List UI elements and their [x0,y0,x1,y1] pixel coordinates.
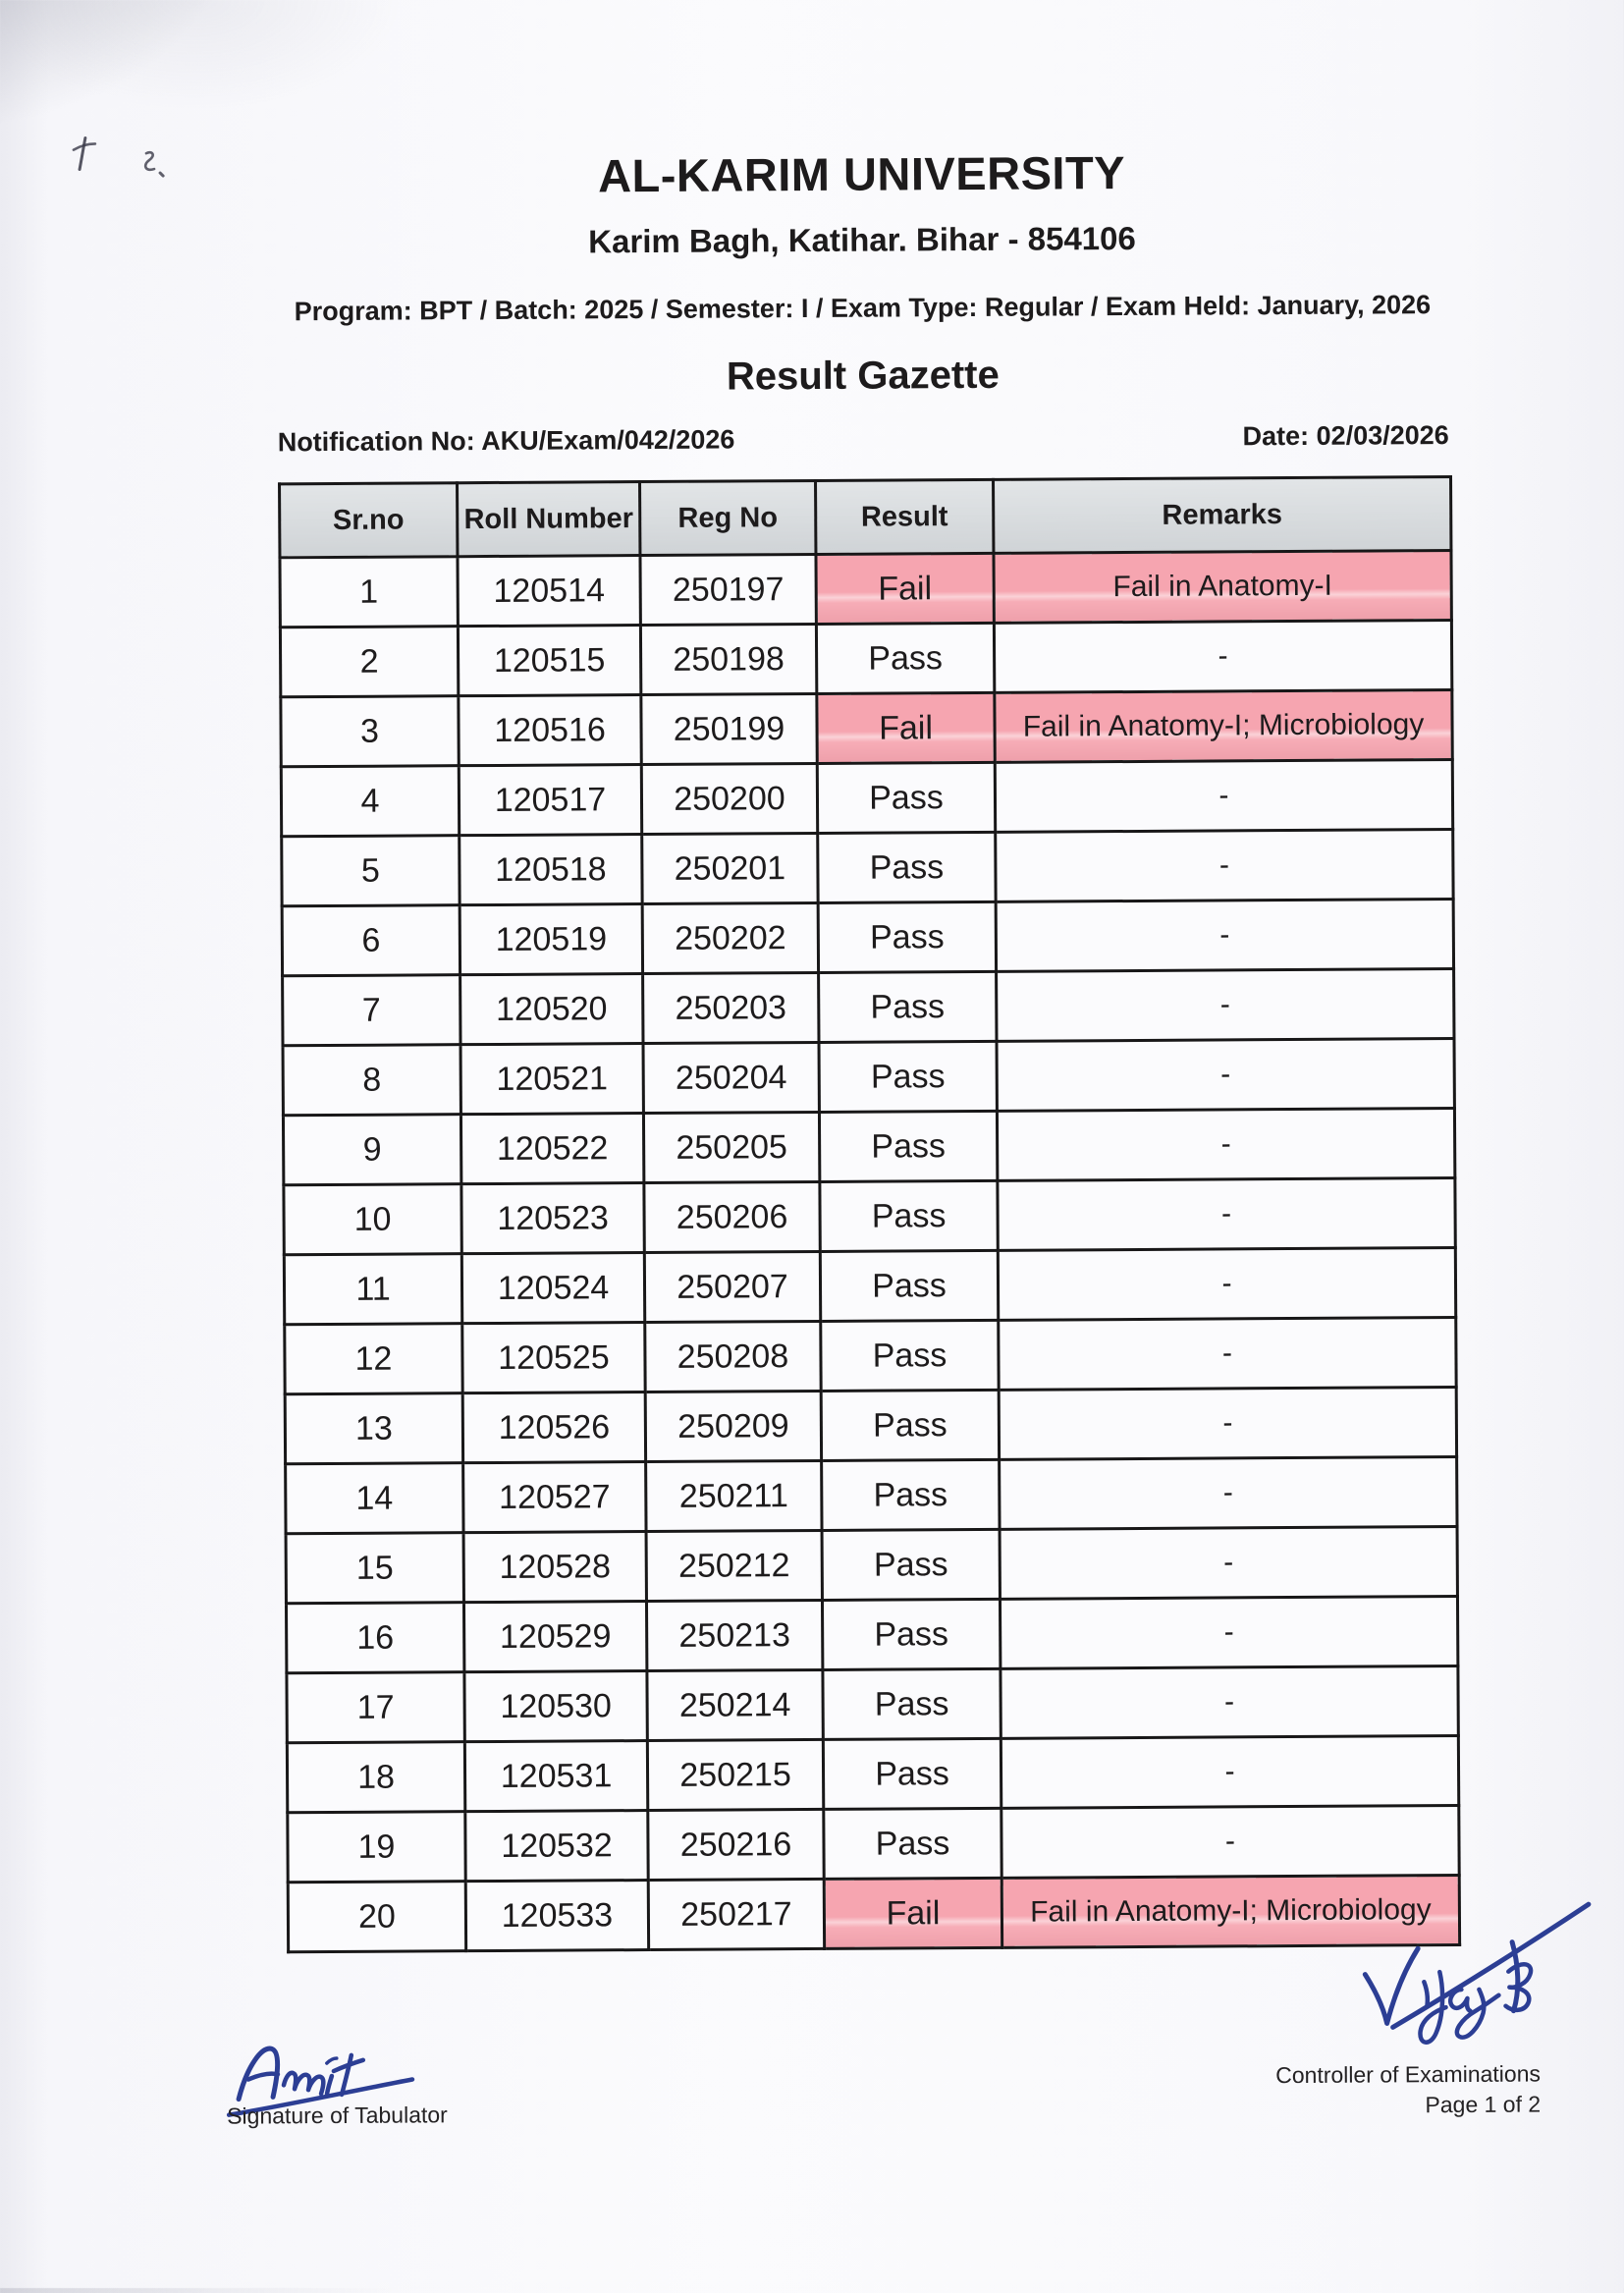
cell-reg-no: 250213 [646,1600,822,1670]
cell-remarks: - [1001,1665,1458,1738]
cell-srno: 13 [285,1393,462,1464]
cell-reg-no: 250217 [648,1879,824,1949]
cell-reg-no: 250212 [646,1530,822,1601]
cell-reg-no: 250202 [642,902,818,973]
header-srno: Sr.no [280,483,458,558]
program-info-line: Program: BPT / Batch: 2025 / Semester: I / Exam Type: Regular / Exam Held: January, 2026 [294,290,1432,327]
cell-srno: 17 [287,1672,464,1743]
cell-reg-no: 250203 [643,972,819,1043]
page-number-label: Page 1 of 2 [1425,2091,1542,2118]
cell-result: Pass [822,1529,1000,1600]
cell-roll-number: 120515 [458,626,640,696]
cell-reg-no: 250216 [648,1809,824,1880]
result-table [278,475,1461,1953]
cell-result: Fail [817,692,995,763]
cell-result: Fail [816,553,994,624]
cell-remarks: Fail in Anatomy-I; Microbiology [1001,1875,1459,1947]
cell-result: Pass [821,1320,999,1391]
cell-reg-no: 250206 [644,1181,820,1252]
table-row [281,760,1452,837]
cell-srno: 10 [284,1184,461,1255]
table-row [283,1109,1454,1185]
cell-reg-no: 250214 [647,1669,823,1740]
cell-roll-number: 120522 [460,1114,643,1184]
table-row [281,690,1452,767]
page-title: Result Gazette [726,353,1000,399]
cell-reg-no: 250201 [642,833,818,903]
cell-result: Pass [823,1738,1001,1809]
controller-signature-vijay [1331,1898,1597,2072]
table-row [282,900,1453,976]
cell-roll-number: 120518 [460,835,642,905]
cell-result: Pass [820,1250,998,1321]
cell-roll-number: 120529 [463,1602,646,1672]
cell-srno: 2 [280,627,458,697]
table-row [288,1805,1459,1882]
cell-result: Pass [816,623,994,693]
table-row [283,969,1454,1046]
meta-row [278,420,1449,458]
table-row [282,830,1453,906]
cell-roll-number: 120527 [463,1462,646,1533]
cell-reg-no: 250198 [640,624,816,694]
cell-remarks: - [997,1109,1454,1181]
cell-srno: 6 [282,905,460,976]
cell-srno: 1 [280,557,458,628]
cell-srno: 7 [283,975,460,1046]
cell-remarks: - [997,969,1454,1042]
cell-reg-no: 250199 [641,693,817,764]
cell-result: Pass [819,1111,997,1181]
table-row [287,1665,1458,1742]
cell-remarks: - [996,900,1453,972]
cell-reg-no: 250197 [640,554,816,625]
cell-srno: 9 [283,1115,460,1185]
cell-srno: 11 [284,1254,461,1325]
cell-srno: 12 [285,1324,462,1394]
table-row [286,1526,1457,1603]
cell-roll-number: 120520 [460,974,643,1045]
cell-remarks: - [1001,1805,1459,1878]
cell-reg-no: 250209 [645,1391,821,1461]
table-row [287,1735,1458,1812]
cell-srno: 14 [286,1463,463,1534]
cell-reg-no: 250207 [644,1251,820,1322]
table-row [284,1178,1455,1255]
cell-roll-number: 120533 [465,1881,648,1951]
cell-reg-no: 250208 [645,1321,821,1392]
cell-roll-number: 120532 [465,1811,648,1882]
cell-remarks: - [998,1248,1455,1321]
cell-remarks: - [1000,1456,1457,1529]
university-address: Karim Bagh, Katihar. Bihar - 854106 [588,219,1136,260]
cell-srno: 4 [281,766,459,837]
cell-roll-number: 120525 [462,1323,645,1393]
cell-remarks: - [999,1387,1456,1459]
cell-srno: 5 [282,836,460,906]
table-row [280,551,1451,628]
cell-remarks: Fail in Anatomy-I [994,551,1451,624]
cell-result: Pass [818,832,996,902]
cell-reg-no: 250211 [646,1460,822,1531]
table-row [286,1596,1457,1672]
cell-result: Pass [821,1390,999,1460]
cell-srno: 15 [286,1533,463,1604]
cell-roll-number: 120514 [458,556,640,627]
cell-remarks: - [995,760,1452,833]
cell-result: Pass [822,1599,1000,1669]
cell-result: Pass [824,1808,1001,1879]
cell-srno: 3 [281,696,459,767]
table-row [286,1456,1457,1533]
cell-srno: 18 [287,1742,464,1813]
cell-reg-no: 250200 [641,763,817,834]
cell-roll-number: 120530 [464,1671,647,1742]
document-date: Date: 02/03/2026 [1242,420,1449,452]
cell-remarks: - [998,1178,1455,1251]
cell-remarks: - [996,830,1453,902]
cell-roll-number: 120528 [463,1532,646,1603]
cell-result: Pass [819,971,997,1042]
tabulator-signature-label: Signature of Tabulator [227,2102,448,2129]
header-remarks: Remarks [994,477,1451,554]
table-row [283,1039,1454,1116]
controller-label: Controller of Examinations [1275,2060,1542,2089]
cell-remarks: - [1001,1735,1458,1808]
cell-result: Pass [822,1459,1000,1530]
header-roll-number: Roll Number [458,482,640,557]
table-row [288,1875,1459,1951]
cell-result: Pass [819,1041,997,1112]
university-name: AL-KARIM UNIVERSITY [597,146,1126,202]
table-row [285,1318,1456,1394]
cell-reg-no: 250205 [643,1112,819,1182]
cell-roll-number: 120521 [460,1044,643,1115]
cell-result: Pass [818,901,996,972]
cell-roll-number: 120516 [459,695,641,766]
cell-result: Pass [820,1180,998,1251]
cell-srno: 16 [286,1603,463,1673]
cell-roll-number: 120531 [464,1741,647,1812]
header-reg-no: Reg No [640,480,816,555]
cell-srno: 8 [283,1045,460,1116]
cell-roll-number: 120526 [462,1392,645,1463]
pen-scribble-marks [52,132,189,187]
cell-remarks: - [1000,1526,1457,1599]
cell-reg-no: 250215 [647,1739,823,1810]
cell-remarks: - [1000,1596,1457,1668]
cell-remarks: - [997,1039,1454,1112]
cell-remarks: - [999,1318,1456,1391]
table-row [285,1387,1456,1463]
cell-srno: 19 [288,1812,465,1883]
header-result: Result [816,479,994,554]
cell-remarks: - [994,621,1451,693]
cell-remarks: Fail in Anatomy-I; Microbiology [995,690,1452,763]
cell-result: Pass [817,762,995,833]
table-row [280,621,1451,697]
table-header-row [280,477,1451,558]
cell-srno: 20 [288,1882,465,1952]
cell-result: Pass [823,1668,1001,1739]
cell-roll-number: 120517 [459,765,641,836]
table-row [284,1248,1455,1325]
cell-roll-number: 120524 [461,1253,644,1324]
cell-roll-number: 120523 [461,1183,644,1254]
cell-roll-number: 120519 [460,904,642,975]
notification-number: Notification No: AKU/Exam/042/2026 [277,424,735,458]
cell-result: Fail [824,1878,1001,1948]
cell-reg-no: 250204 [643,1042,819,1113]
